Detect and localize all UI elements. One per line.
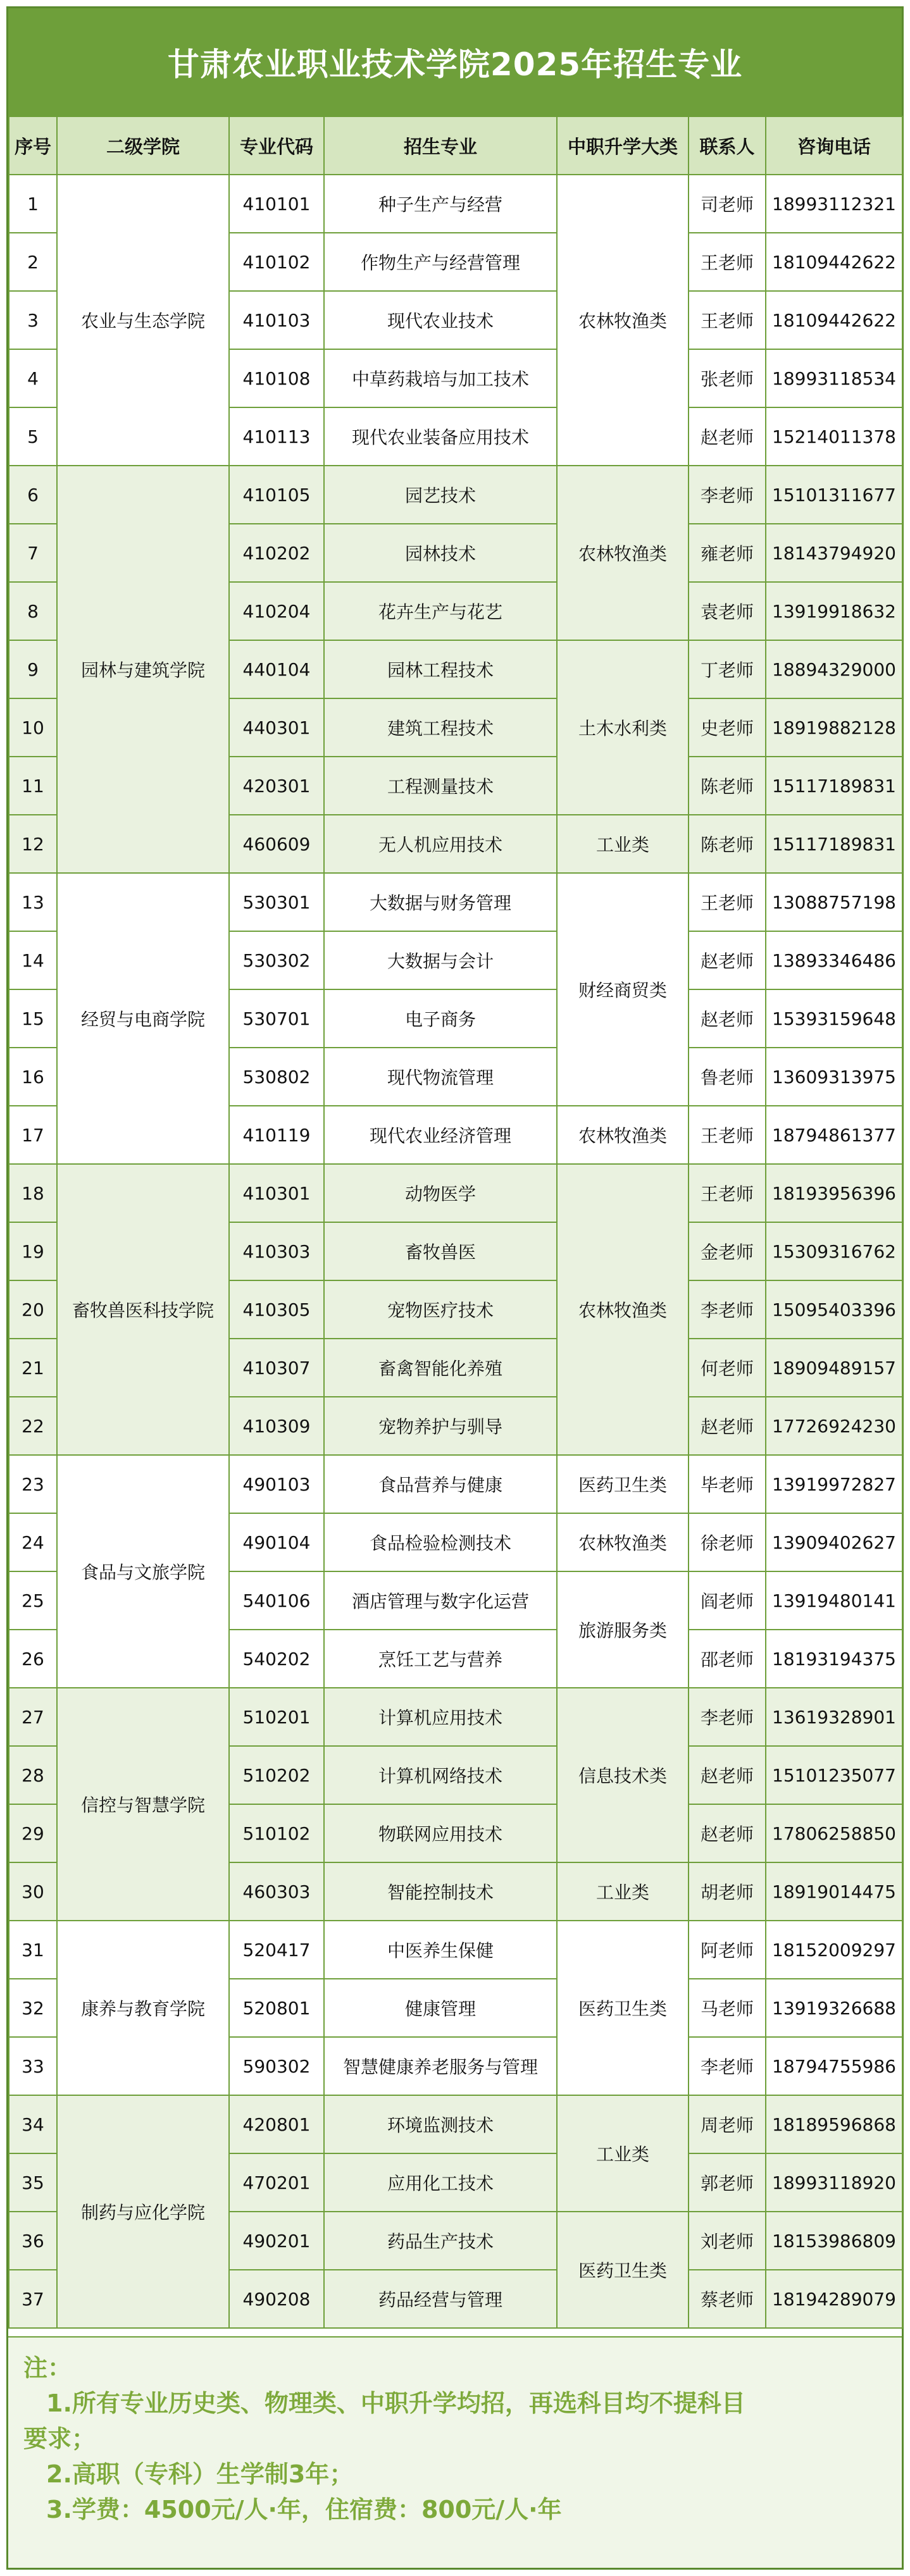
notes-heading: 注： [23,2354,72,2382]
cell-major: 烹饪工艺与营养 [324,1630,557,1688]
cell-major: 中草药栽培与加工技术 [324,349,557,407]
cell-major: 健康管理 [324,1979,557,2037]
cell-code: 420301 [229,757,324,815]
cell-code: 470201 [229,2153,324,2212]
cell-contact: 赵老师 [689,989,766,1048]
cell-contact: 司老师 [689,175,766,233]
cell-contact: 马老师 [689,1979,766,2037]
cell-contact: 王老师 [689,233,766,291]
cell-contact: 陈老师 [689,757,766,815]
cell-phone: 18993112321 [766,175,902,233]
cell-code: 510202 [229,1746,324,1804]
cell-code: 410119 [229,1106,324,1164]
cell-major: 建筑工程技术 [324,698,557,757]
table-row [9,2095,902,2153]
cell-no: 2 [9,233,57,291]
cell-phone: 18194289079 [766,2270,902,2328]
cell-no: 11 [9,757,57,815]
note-line-1-continued: 要求； [23,2425,96,2453]
cell-college: 食品与文旅学院 [57,1455,229,1688]
cell-code: 460303 [229,1862,324,1921]
cell-contact: 丁老师 [689,640,766,698]
cell-no: 35 [9,2153,57,2212]
cell-no: 3 [9,291,57,349]
cell-contact: 刘老师 [689,2212,766,2270]
cell-contact: 史老师 [689,698,766,757]
cell-major: 花卉生产与花艺 [324,582,557,640]
cell-no: 26 [9,1630,57,1688]
cell-contact: 周老师 [689,2095,766,2153]
cell-phone: 18152009297 [766,1921,902,1979]
cell-phone: 13619328901 [766,1688,902,1746]
cell-major: 环境监测技术 [324,2095,557,2153]
cell-phone: 18894329000 [766,640,902,698]
cell-category: 工业类 [557,2095,689,2212]
cell-phone: 15095403396 [766,1280,902,1339]
cell-phone: 13609313975 [766,1048,902,1106]
note-line-3: 3.学费：4500元/人·年，住宿费：800元/人·年 [46,2496,562,2523]
cell-contact: 袁老师 [689,582,766,640]
cell-code: 490103 [229,1455,324,1513]
cell-phone: 18153986809 [766,2212,902,2270]
cell-code: 410204 [229,582,324,640]
cell-code: 410101 [229,175,324,233]
cell-no: 1 [9,175,57,233]
cell-code: 410113 [229,407,324,466]
cell-no: 17 [9,1106,57,1164]
cell-code: 530301 [229,873,324,931]
cell-major: 食品营养与健康 [324,1455,557,1513]
cell-code: 520417 [229,1921,324,1979]
cell-phone: 18193956396 [766,1164,902,1222]
cell-no: 12 [9,815,57,873]
cell-major: 宠物医疗技术 [324,1280,557,1339]
notes-section [8,2336,902,2568]
cell-contact: 阿老师 [689,1921,766,1979]
cell-no: 6 [9,466,57,524]
cell-major: 物联网应用技术 [324,1804,557,1862]
cell-code: 510201 [229,1688,324,1746]
cell-no: 8 [9,582,57,640]
header-no: 序号 [9,116,57,175]
cell-major: 计算机网络技术 [324,1746,557,1804]
header-college: 二级学院 [57,116,229,175]
cell-no: 33 [9,2037,57,2095]
cell-college: 制药与应化学院 [57,2095,229,2328]
cell-code: 410108 [229,349,324,407]
cell-major: 园林技术 [324,524,557,582]
cell-major: 畜牧兽医 [324,1222,557,1280]
cell-no: 30 [9,1862,57,1921]
cell-phone: 18993118920 [766,2153,902,2212]
table-row [9,1921,902,1979]
cell-phone: 13919972827 [766,1455,902,1513]
cell-phone: 13919326688 [766,1979,902,2037]
cell-category: 财经商贸类 [557,873,689,1106]
cell-code: 540106 [229,1571,324,1630]
cell-code: 490201 [229,2212,324,2270]
header-contact: 联系人 [689,116,766,175]
cell-major: 园林工程技术 [324,640,557,698]
cell-code: 490104 [229,1513,324,1571]
cell-code: 520801 [229,1979,324,2037]
cell-category: 农林牧渔类 [557,175,689,466]
table-row [9,1164,902,1222]
cell-contact: 陈老师 [689,815,766,873]
cell-category: 工业类 [557,1862,689,1921]
cell-no: 9 [9,640,57,698]
cell-code: 460609 [229,815,324,873]
cell-major: 种子生产与经营 [324,175,557,233]
cell-major: 现代农业技术 [324,291,557,349]
admission-sheet [6,6,904,2570]
cell-major: 现代物流管理 [324,1048,557,1106]
cell-no: 37 [9,2270,57,2328]
cell-no: 5 [9,407,57,466]
cell-phone: 13909402627 [766,1513,902,1571]
cell-college: 信控与智慧学院 [57,1688,229,1921]
cell-phone: 18794755986 [766,2037,902,2095]
cell-phone: 15214011378 [766,407,902,466]
cell-no: 16 [9,1048,57,1106]
cell-no: 25 [9,1571,57,1630]
cell-phone: 17806258850 [766,1804,902,1862]
cell-phone: 13088757198 [766,873,902,931]
cell-major: 药品生产技术 [324,2212,557,2270]
cell-contact: 赵老师 [689,931,766,989]
table-row [9,466,902,524]
cell-contact: 何老师 [689,1339,766,1397]
cell-code: 410301 [229,1164,324,1222]
cell-code: 410102 [229,233,324,291]
cell-college: 畜牧兽医科技学院 [57,1164,229,1455]
cell-no: 36 [9,2212,57,2270]
cell-contact: 张老师 [689,349,766,407]
cell-code: 410103 [229,291,324,349]
cell-contact: 胡老师 [689,1862,766,1921]
cell-category: 农林牧渔类 [557,1106,689,1164]
cell-contact: 赵老师 [689,1397,766,1455]
cell-contact: 蔡老师 [689,2270,766,2328]
cell-college: 农业与生态学院 [57,175,229,466]
cell-no: 24 [9,1513,57,1571]
cell-college: 园林与建筑学院 [57,466,229,873]
cell-contact: 徐老师 [689,1513,766,1571]
cell-contact: 邵老师 [689,1630,766,1688]
cell-category: 土木水利类 [557,640,689,815]
cell-category: 医药卫生类 [557,2212,689,2328]
table-header-row [9,116,902,175]
cell-major: 智慧健康养老服务与管理 [324,2037,557,2095]
cell-phone: 18919882128 [766,698,902,757]
cell-no: 31 [9,1921,57,1979]
cell-code: 410202 [229,524,324,582]
cell-code: 590302 [229,2037,324,2095]
cell-no: 22 [9,1397,57,1455]
cell-contact: 王老师 [689,1106,766,1164]
cell-code: 540202 [229,1630,324,1688]
cell-contact: 赵老师 [689,407,766,466]
cell-phone: 13893346486 [766,931,902,989]
cell-code: 410309 [229,1397,324,1455]
table-row [9,873,902,931]
cell-no: 21 [9,1339,57,1397]
cell-code: 420801 [229,2095,324,2153]
majors-table [8,116,903,2329]
page-title: 甘肃农业职业技术学院2025年招生专业 [8,8,902,116]
cell-contact: 鲁老师 [689,1048,766,1106]
cell-phone: 13919480141 [766,1571,902,1630]
cell-major: 无人机应用技术 [324,815,557,873]
cell-major: 中医养生保健 [324,1921,557,1979]
cell-no: 20 [9,1280,57,1339]
cell-major: 大数据与会计 [324,931,557,989]
header-code: 专业代码 [229,116,324,175]
cell-no: 15 [9,989,57,1048]
cell-major: 作物生产与经营管理 [324,233,557,291]
cell-major: 食品检验检测技术 [324,1513,557,1571]
cell-code: 490208 [229,2270,324,2328]
cell-no: 19 [9,1222,57,1280]
cell-no: 34 [9,2095,57,2153]
cell-code: 410305 [229,1280,324,1339]
cell-contact: 李老师 [689,466,766,524]
cell-code: 530701 [229,989,324,1048]
cell-no: 10 [9,698,57,757]
cell-no: 29 [9,1804,57,1862]
cell-no: 23 [9,1455,57,1513]
cell-phone: 15393159648 [766,989,902,1048]
cell-college: 经贸与电商学院 [57,873,229,1164]
cell-major: 酒店管理与数字化运营 [324,1571,557,1630]
cell-no: 4 [9,349,57,407]
cell-contact: 阎老师 [689,1571,766,1630]
cell-no: 7 [9,524,57,582]
note-line-1: 1.所有专业历史类、物理类、中职升学均招，再选科目均不提科目 [46,2389,745,2417]
cell-contact: 赵老师 [689,1746,766,1804]
cell-contact: 李老师 [689,1280,766,1339]
cell-phone: 18993118534 [766,349,902,407]
cell-major: 现代农业经济管理 [324,1106,557,1164]
cell-major: 工程测量技术 [324,757,557,815]
cell-no: 14 [9,931,57,989]
cell-phone: 17726924230 [766,1397,902,1455]
cell-code: 530302 [229,931,324,989]
cell-major: 园艺技术 [324,466,557,524]
header-category: 中职升学大类 [557,116,689,175]
cell-major: 药品经营与管理 [324,2270,557,2328]
cell-phone: 15117189831 [766,815,902,873]
header-major: 招生专业 [324,116,557,175]
cell-code: 440104 [229,640,324,698]
cell-contact: 雍老师 [689,524,766,582]
cell-category: 农林牧渔类 [557,466,689,640]
cell-contact: 王老师 [689,1164,766,1222]
cell-college: 康养与教育学院 [57,1921,229,2095]
cell-major: 电子商务 [324,989,557,1048]
cell-major: 动物医学 [324,1164,557,1222]
cell-category: 信息技术类 [557,1688,689,1862]
cell-contact: 李老师 [689,1688,766,1746]
note-line-2: 2.高职（专科）生学制3年； [46,2460,354,2488]
cell-category: 农林牧渔类 [557,1164,689,1455]
table-row [9,1455,902,1513]
table-row [9,1688,902,1746]
cell-category: 医药卫生类 [557,1455,689,1513]
cell-code: 530802 [229,1048,324,1106]
cell-major: 现代农业装备应用技术 [324,407,557,466]
table-row [9,175,902,233]
cell-phone: 15117189831 [766,757,902,815]
cell-phone: 18794861377 [766,1106,902,1164]
cell-no: 13 [9,873,57,931]
header-phone: 咨询电话 [766,116,902,175]
cell-code: 510102 [229,1804,324,1862]
cell-contact: 毕老师 [689,1455,766,1513]
cell-code: 410105 [229,466,324,524]
cell-no: 27 [9,1688,57,1746]
cell-phone: 18143794920 [766,524,902,582]
cell-contact: 郭老师 [689,2153,766,2212]
cell-phone: 18919014475 [766,1862,902,1921]
cell-phone: 13919918632 [766,582,902,640]
cell-major: 智能控制技术 [324,1862,557,1921]
cell-no: 28 [9,1746,57,1804]
cell-major: 大数据与财务管理 [324,873,557,931]
cell-contact: 李老师 [689,2037,766,2095]
cell-phone: 18109442622 [766,291,902,349]
cell-code: 440301 [229,698,324,757]
cell-category: 工业类 [557,815,689,873]
cell-phone: 15101311677 [766,466,902,524]
cell-category: 医药卫生类 [557,1921,689,2095]
cell-major: 宠物养护与驯导 [324,1397,557,1455]
cell-phone: 18909489157 [766,1339,902,1397]
cell-no: 32 [9,1979,57,2037]
cell-major: 计算机应用技术 [324,1688,557,1746]
cell-contact: 王老师 [689,291,766,349]
cell-phone: 18193194375 [766,1630,902,1688]
cell-contact: 赵老师 [689,1804,766,1862]
cell-contact: 王老师 [689,873,766,931]
cell-contact: 金老师 [689,1222,766,1280]
cell-phone: 15309316762 [766,1222,902,1280]
table-body [9,175,902,2328]
cell-code: 410303 [229,1222,324,1280]
cell-phone: 18109442622 [766,233,902,291]
cell-major: 应用化工技术 [324,2153,557,2212]
cell-no: 18 [9,1164,57,1222]
cell-major: 畜禽智能化养殖 [324,1339,557,1397]
cell-phone: 18189596868 [766,2095,902,2153]
cell-category: 旅游服务类 [557,1571,689,1688]
cell-phone: 15101235077 [766,1746,902,1804]
cell-code: 410307 [229,1339,324,1397]
cell-category: 农林牧渔类 [557,1513,689,1571]
